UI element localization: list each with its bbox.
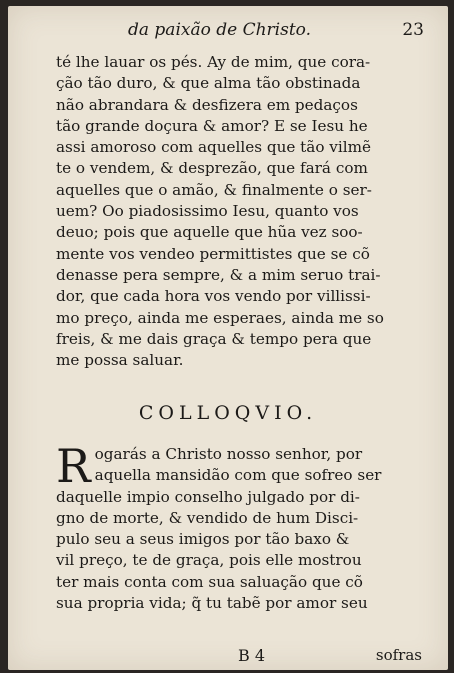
text-line: mo preço, ainda me esperaes, ainda me so: [56, 308, 384, 327]
text-line: gno de morte, & vendido de hum Disci-: [56, 508, 359, 527]
catchword: sofras: [375, 646, 422, 664]
text-line: tão grande doçura & amor? E se Iesu he: [56, 116, 368, 135]
text-line: assi amoroso com aquelles que tão vilmẽ: [56, 138, 371, 157]
text-line: dor, que cada hora vos vendo por villissi-: [56, 287, 371, 306]
text-line: mente vos vendeo permittistes que se cõ: [56, 244, 370, 263]
text-line: denasse pera sempre, & a mim seruo trai-: [56, 265, 381, 284]
text-line: vil preço, te de graça, pois elle mostrou: [56, 551, 362, 570]
book-page: [8, 6, 448, 670]
text-line: ção tão duro, & que alma tão obstinada: [56, 74, 361, 93]
drop-cap: R: [56, 439, 91, 493]
text-line: ter mais conta com sua saluação que cõ: [56, 572, 363, 591]
text-line: te o vendem, & desprezão, que fará com: [56, 159, 368, 178]
text-line: aquella mansidão com que sofreo ser: [94, 466, 382, 485]
text-line: pulo seu a seus imigos por tão baxo &: [56, 530, 350, 549]
text-line: sua propria vida; q̃ tu tabẽ por amor seu: [56, 594, 368, 613]
running-head: da paixão de Christo.: [128, 20, 311, 40]
section-heading: COLLOQVIO.: [138, 402, 318, 424]
text-line: me possa saluar.: [56, 351, 184, 370]
main-text-block: [56, 52, 422, 371]
text-line: té lhe lauar os pés. Ay de mim, que cora-: [56, 53, 371, 71]
signature-mark: B 4: [238, 646, 266, 665]
text-line: uem? Oo piadosissimo Iesu, quanto vos: [56, 202, 359, 221]
text-line: ogarás a Christo nosso senhor, por: [94, 445, 363, 463]
text-line: não abrandara & desfizera em pedaços: [56, 95, 358, 114]
text-line: deuo; pois que aquelle que hũa vez soo-: [56, 223, 363, 242]
text-line: daquelle impio conselho julgado por di-: [56, 487, 360, 506]
text-line: freis, & me dais graça & tempo pera que: [56, 329, 372, 348]
page-number: 23: [402, 20, 424, 40]
text-line: aquelles que o amão, & finalmente o ser-: [56, 180, 372, 199]
colloquy-text-block: [56, 439, 422, 614]
